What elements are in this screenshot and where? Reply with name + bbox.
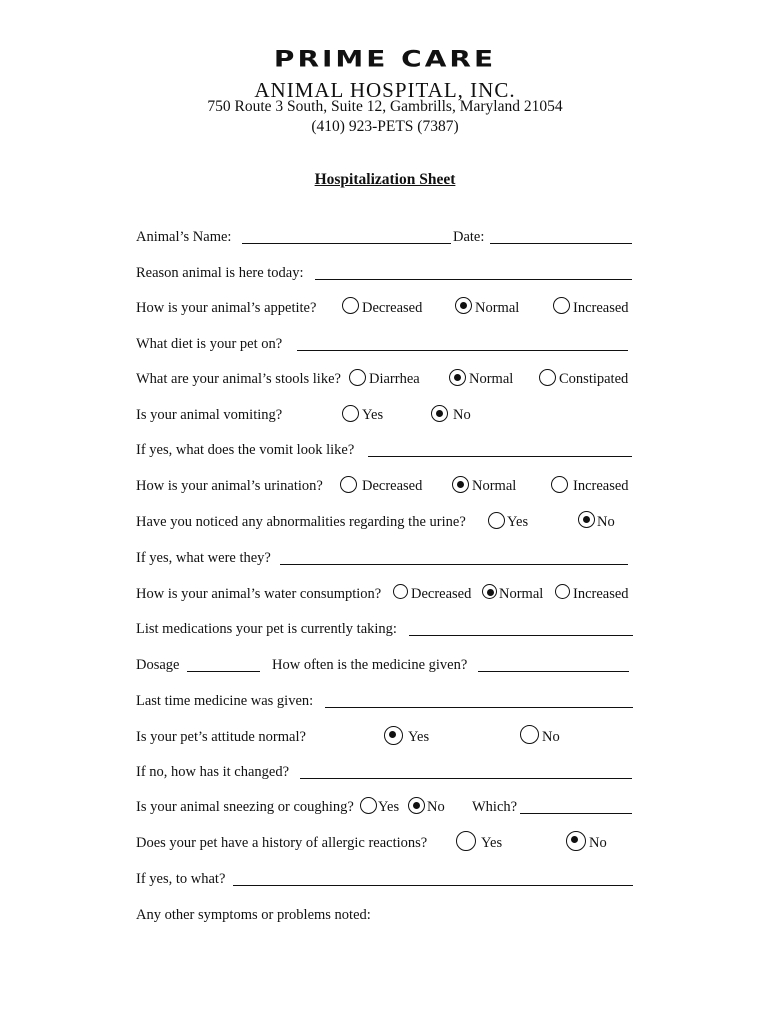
last-time-label: Last time medicine was given:	[136, 693, 314, 709]
date-label: Date:	[453, 229, 485, 245]
other-symptoms-label: Any other symptoms or problems noted:	[136, 907, 371, 923]
vomiting-yes-label: Yes	[362, 407, 384, 423]
allergic-what-field[interactable]	[233, 885, 633, 886]
allergic-what-label: If yes, to what?	[136, 871, 226, 887]
stools-label: What are your animal’s stools like?	[136, 371, 341, 387]
urine-abnormal-no-radio[interactable]	[578, 511, 595, 528]
stools-constipated-radio[interactable]	[539, 369, 556, 386]
attitude-yes-radio[interactable]	[384, 726, 403, 745]
urine-what-label: If yes, what were they?	[136, 550, 271, 566]
water-increased-label: Increased	[573, 586, 629, 602]
stools-diarrhea-radio[interactable]	[349, 369, 366, 386]
date-field[interactable]	[490, 243, 632, 244]
appetite-decreased-radio[interactable]	[342, 297, 359, 314]
vomiting-no-radio[interactable]	[431, 405, 448, 422]
appetite-normal-label: Normal	[475, 300, 520, 316]
urination-increased-radio[interactable]	[551, 476, 568, 493]
stools-normal-label: Normal	[469, 371, 514, 387]
medications-field[interactable]	[409, 635, 633, 636]
sneezing-no-radio[interactable]	[408, 797, 425, 814]
attitude-change-field[interactable]	[300, 778, 632, 779]
allergic-no-label: No	[589, 835, 607, 851]
animal-name-label: Animal’s Name:	[136, 229, 232, 245]
urination-decreased-label: Decreased	[362, 478, 423, 494]
clinic-logo: PRIME CARE	[273, 46, 497, 72]
attitude-no-label: No	[542, 729, 560, 745]
dosage-field[interactable]	[187, 671, 260, 672]
diet-label: What diet is your pet on?	[136, 336, 283, 352]
vomiting-label: Is your animal vomiting?	[136, 407, 283, 423]
urination-increased-label: Increased	[573, 478, 629, 494]
diet-field[interactable]	[297, 350, 628, 351]
how-often-label: How often is the medicine given?	[272, 657, 468, 673]
appetite-label: How is your animal’s appetite?	[136, 300, 317, 316]
allergic-yes-radio[interactable]	[456, 831, 476, 851]
which-field[interactable]	[520, 813, 632, 814]
allergic-no-radio[interactable]	[566, 831, 586, 851]
water-normal-label: Normal	[499, 586, 544, 602]
water-decreased-radio[interactable]	[393, 584, 408, 599]
urine-abnormal-yes-radio[interactable]	[488, 512, 505, 529]
allergic-label: Does your pet have a history of allergic reactions?	[136, 835, 428, 851]
stools-diarrhea-label: Diarrhea	[369, 371, 420, 387]
urination-decreased-radio[interactable]	[340, 476, 357, 493]
attitude-label: Is your pet’s attitude normal?	[136, 729, 306, 745]
appetite-increased-radio[interactable]	[553, 297, 570, 314]
vomit-look-label: If yes, what does the vomit look like?	[136, 442, 355, 458]
vomiting-yes-radio[interactable]	[342, 405, 359, 422]
medications-label: List medications your pet is currently taking:	[136, 621, 397, 637]
hospital-name: ANIMAL HOSPITAL, INC.	[254, 78, 516, 102]
stools-constipated-label: Constipated	[559, 371, 629, 387]
appetite-normal-radio[interactable]	[455, 297, 472, 314]
dosage-label: Dosage	[136, 657, 180, 673]
vomiting-no-label: No	[453, 407, 471, 423]
urination-normal-radio[interactable]	[452, 476, 469, 493]
stools-normal-radio[interactable]	[449, 369, 466, 386]
water-normal-radio[interactable]	[482, 584, 497, 599]
sneezing-label: Is your animal sneezing or coughing?	[136, 799, 354, 815]
attitude-yes-label: Yes	[408, 729, 430, 745]
vomit-look-field[interactable]	[368, 456, 632, 457]
sneezing-yes-label: Yes	[378, 799, 400, 815]
attitude-change-label: If no, how has it changed?	[136, 764, 290, 780]
reason-field[interactable]	[315, 279, 632, 280]
hospital-address: 750 Route 3 South, Suite 12, Gambrills, Maryland 21054	[207, 98, 563, 115]
urination-label: How is your animal’s urination?	[136, 478, 323, 494]
how-often-field[interactable]	[478, 671, 629, 672]
which-label: Which?	[472, 799, 518, 815]
hospital-phone: (410) 923-PETS (7387)	[311, 118, 459, 135]
sneezing-yes-radio[interactable]	[360, 797, 377, 814]
animal-name-field[interactable]	[242, 243, 451, 244]
urine-what-field[interactable]	[280, 564, 628, 565]
appetite-increased-label: Increased	[573, 300, 629, 316]
urination-normal-label: Normal	[472, 478, 517, 494]
water-label: How is your animal’s water consumption?	[136, 586, 382, 602]
sneezing-no-label: No	[427, 799, 445, 815]
urine-abnormal-no-label: No	[597, 514, 615, 530]
urine-abnormal-label: Have you noticed any abnormalities regarding the urine?	[136, 514, 466, 530]
attitude-no-radio[interactable]	[520, 725, 539, 744]
appetite-decreased-label: Decreased	[362, 300, 423, 316]
form-title: Hospitalization Sheet	[314, 171, 456, 188]
water-increased-radio[interactable]	[555, 584, 570, 599]
reason-label: Reason animal is here today:	[136, 265, 304, 281]
last-time-field[interactable]	[325, 707, 633, 708]
urine-abnormal-yes-label: Yes	[507, 514, 529, 530]
allergic-yes-label: Yes	[481, 835, 503, 851]
water-decreased-label: Decreased	[411, 586, 472, 602]
